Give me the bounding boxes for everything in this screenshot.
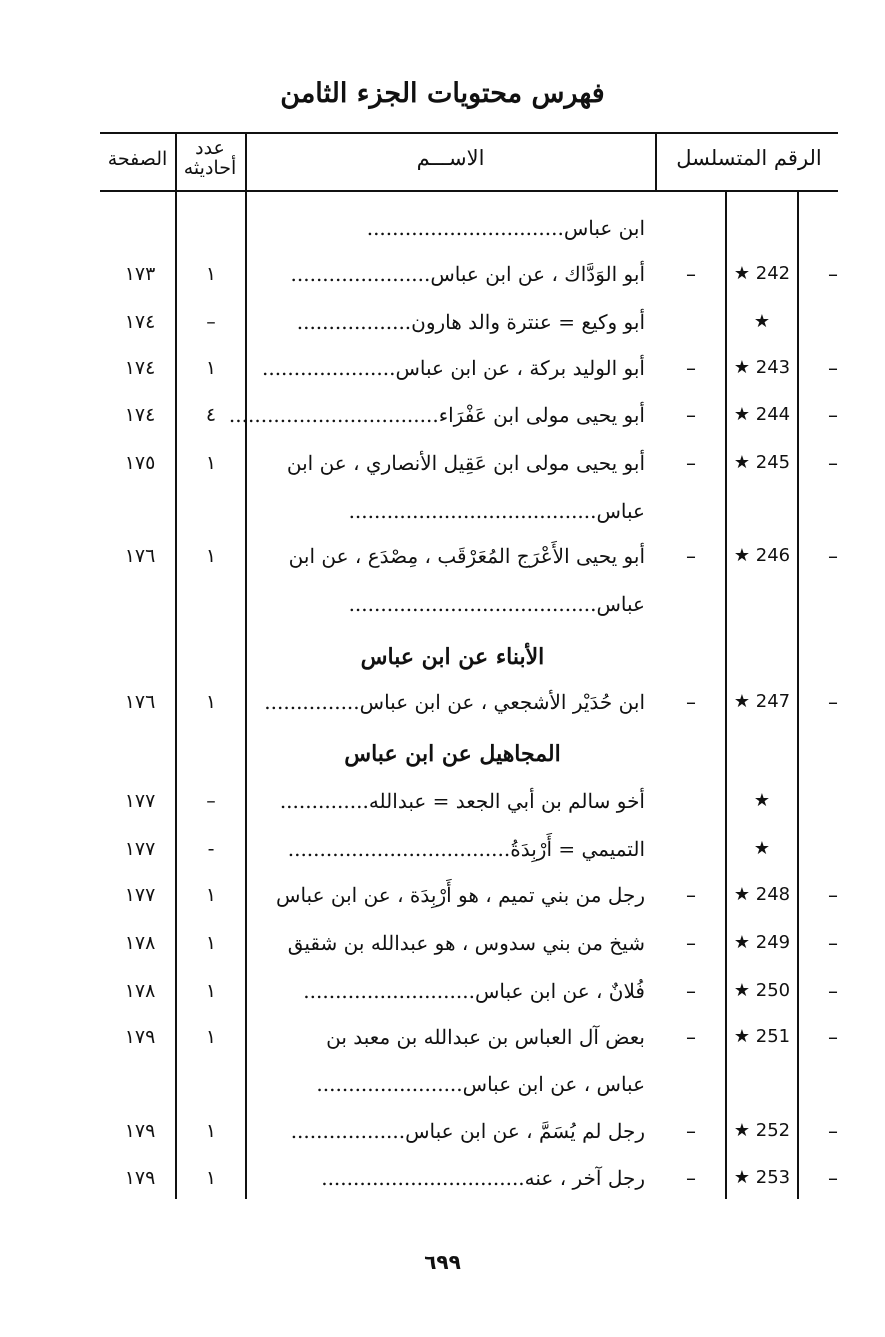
leader-dots: ...........................	[303, 979, 475, 1003]
serial-dash-outer: –	[828, 1025, 838, 1049]
serial-dash-inner: –	[686, 1166, 696, 1190]
serial-dash-outer: –	[828, 262, 838, 286]
page-number: ٦٩٩	[424, 1250, 461, 1274]
col-divider-d1	[725, 191, 727, 1199]
col-divider-name	[655, 133, 657, 191]
entry-name	[265, 1072, 645, 1096]
leader-dots: ......................	[290, 262, 431, 286]
serial-number: ★ 250	[733, 980, 791, 1001]
entry-name	[265, 1119, 645, 1143]
serial-number: ★ 246	[733, 545, 791, 566]
entry-name	[265, 499, 645, 523]
entry-name-text: أخو سالم بن أبي الجعد = عبدالله	[368, 789, 645, 813]
serial-dash-inner: –	[686, 262, 696, 286]
hadith-count: -	[207, 838, 215, 860]
serial-dash-inner: –	[686, 931, 696, 955]
entry-name-text: عباس ، عن ابن عباس	[462, 1072, 645, 1096]
section-heading: الأبناء عن ابن عباس	[360, 644, 545, 670]
serial-dash-inner: –	[686, 403, 696, 427]
hadith-count: ١	[205, 263, 217, 285]
hadith-count: –	[206, 790, 216, 812]
entry-name-text: رجل لم يُسَمَّ ، عن ابن عباس	[405, 1119, 645, 1143]
entry-name	[265, 1166, 645, 1190]
hadith-count: –	[206, 311, 216, 333]
serial-dash-inner: –	[686, 883, 696, 907]
page-reference: ١٧٤	[124, 404, 156, 426]
entry-name-text: أبو الوليد بركة ، عن ابن عباس	[395, 356, 645, 380]
entry-name-text: ابن عباس	[563, 216, 645, 240]
entry-name-text: ابن حُدَيْر الأشجعي ، عن ابن عباس	[359, 690, 645, 714]
serial-dash-outer: –	[828, 931, 838, 955]
serial-number: ★ 253	[733, 1167, 791, 1188]
serial-dash-inner: –	[686, 690, 696, 714]
col-divider-count	[245, 133, 247, 1199]
serial-dash-outer: –	[828, 544, 838, 568]
serial-number: ★	[753, 838, 771, 859]
serial-dash-inner: –	[686, 979, 696, 1003]
serial-dash-outer: –	[828, 1166, 838, 1190]
leader-dots: ...............................	[366, 216, 564, 240]
hadith-count: ١	[205, 691, 217, 713]
serial-dash-inner: –	[686, 451, 696, 475]
page-reference: ١٧٨	[124, 932, 156, 954]
col-divider-page	[175, 133, 177, 1199]
leader-dots: ...................................	[287, 837, 511, 861]
serial-dash-outer: –	[828, 403, 838, 427]
entry-name	[265, 544, 645, 568]
entry-name	[265, 216, 645, 240]
page-reference: ١٧٥	[124, 452, 156, 474]
serial-dash-inner: –	[686, 544, 696, 568]
leader-dots: .................................	[228, 403, 439, 427]
hadith-count: ١	[205, 1026, 217, 1048]
serial-number: ★ 249	[733, 932, 791, 953]
entry-name-text: أبو يحيى مولى ابن عَفْرَاء	[438, 403, 645, 427]
serial-dash-inner: –	[686, 1025, 696, 1049]
hadith-count: ١	[205, 357, 217, 379]
entry-name	[265, 979, 645, 1003]
serial-number: ★ 242	[733, 263, 791, 284]
entry-name	[265, 262, 645, 286]
entry-name-text: أبو وكيع = عنترة والد هارون	[411, 310, 645, 334]
serial-number: ★ 244	[733, 404, 791, 425]
serial-number: ★	[753, 790, 771, 811]
leader-dots: .....................	[261, 356, 396, 380]
serial-number: ★	[753, 311, 771, 332]
page-reference: ١٧٦	[124, 545, 156, 567]
entry-name	[261, 356, 645, 380]
leader-dots: ................................	[321, 1166, 525, 1190]
hadith-count: ١	[205, 932, 217, 954]
serial-number: ★ 248	[733, 884, 791, 905]
hadith-count: ١	[205, 884, 217, 906]
hadith-count: ١	[205, 452, 217, 474]
serial-dash-inner: –	[686, 356, 696, 380]
page-reference: ١٧٩	[124, 1026, 156, 1048]
entry-name	[265, 931, 645, 955]
entry-name	[265, 690, 645, 714]
serial-dash-outer: –	[828, 979, 838, 1003]
entry-name-text: عباس	[596, 499, 645, 523]
entry-name-text: شيخ من بني سدوس ، هو عبدالله بن شقيق	[287, 931, 645, 955]
serial-number: ★ 251	[733, 1026, 791, 1047]
leader-dots: .......................................	[348, 592, 597, 616]
page-reference: ١٧٧	[124, 838, 156, 860]
entry-name-text: أبو يحيى الأَعْرَج المُعَرْقَب ، مِصْدَع ، عن ابن	[288, 544, 645, 568]
serial-dash-outer: –	[828, 1119, 838, 1143]
entry-name	[265, 310, 645, 334]
page-reference: ١٧٩	[124, 1120, 156, 1142]
entry-name-text: بعض آل العباس بن عبدالله بن معبد بن	[326, 1025, 645, 1049]
serial-number: ★ 245	[733, 452, 791, 473]
entry-name-text: التميمي = أَرْبِدَةُ	[510, 837, 645, 861]
entry-name	[265, 883, 645, 907]
entry-name-text: فُلانٌ ، عن ابن عباس	[474, 979, 645, 1003]
serial-number: ★ 252	[733, 1120, 791, 1141]
serial-dash-outer: –	[828, 690, 838, 714]
entry-name	[265, 789, 645, 813]
header-page: الصفحة	[107, 148, 168, 170]
entry-name-text: عباس	[596, 592, 645, 616]
hadith-count: ٤	[205, 404, 217, 426]
serial-dash-outer: –	[828, 356, 838, 380]
serial-number: ★ 247	[733, 691, 791, 712]
page-title: فهرس محتويات الجزء الثامن	[280, 78, 605, 109]
hadith-count: ١	[205, 1120, 217, 1142]
leader-dots: .......................................	[348, 499, 597, 523]
serial-dash-outer: –	[828, 883, 838, 907]
entry-name	[265, 592, 645, 616]
hadith-count: ١	[205, 1167, 217, 1189]
serial-number: ★ 243	[733, 357, 791, 378]
header-serial: الرقم المتسلسل	[676, 146, 822, 170]
entry-name-text: أبو يحيى مولى ابن عَقِيل الأنصاري ، عن ابن	[286, 451, 645, 475]
page-reference: ١٧٤	[124, 311, 156, 333]
header-bottom-rule	[100, 190, 838, 192]
leader-dots: ..................	[290, 1119, 406, 1143]
entry-name	[265, 451, 645, 475]
header-name: الاســـم	[416, 146, 485, 170]
entry-name	[265, 1025, 645, 1049]
entry-name-text: رجل من بني تميم ، هو أَرْبِدَة ، عن ابن عباس	[276, 883, 645, 907]
page-reference: ١٧٣	[124, 263, 156, 285]
hadith-count: ١	[205, 545, 217, 567]
leader-dots: ..............	[279, 789, 369, 813]
header-count: عدد أحاديثه	[183, 137, 237, 179]
leader-dots: ..................	[296, 310, 412, 334]
page-reference: ١٧٩	[124, 1167, 156, 1189]
page-reference: ١٧٤	[124, 357, 156, 379]
entry-name-text: أبو الوَدَّاك ، عن ابن عباس	[430, 262, 645, 286]
page-reference: ١٧٦	[124, 691, 156, 713]
leader-dots: .......................	[316, 1072, 463, 1096]
page-reference: ١٧٧	[124, 884, 156, 906]
col-divider-serial	[797, 191, 799, 1199]
leader-dots: ...............	[264, 690, 360, 714]
serial-dash-outer: –	[828, 451, 838, 475]
serial-dash-inner: –	[686, 1119, 696, 1143]
page-reference: ١٧٨	[124, 980, 156, 1002]
entry-name	[265, 837, 645, 861]
section-heading: المجاهيل عن ابن عباس	[344, 741, 561, 767]
entry-name-text: رجل آخر ، عنه	[524, 1166, 645, 1190]
table-top-rule	[100, 132, 838, 134]
entry-name	[228, 403, 645, 427]
page-reference: ١٧٧	[124, 790, 156, 812]
hadith-count: ١	[205, 980, 217, 1002]
